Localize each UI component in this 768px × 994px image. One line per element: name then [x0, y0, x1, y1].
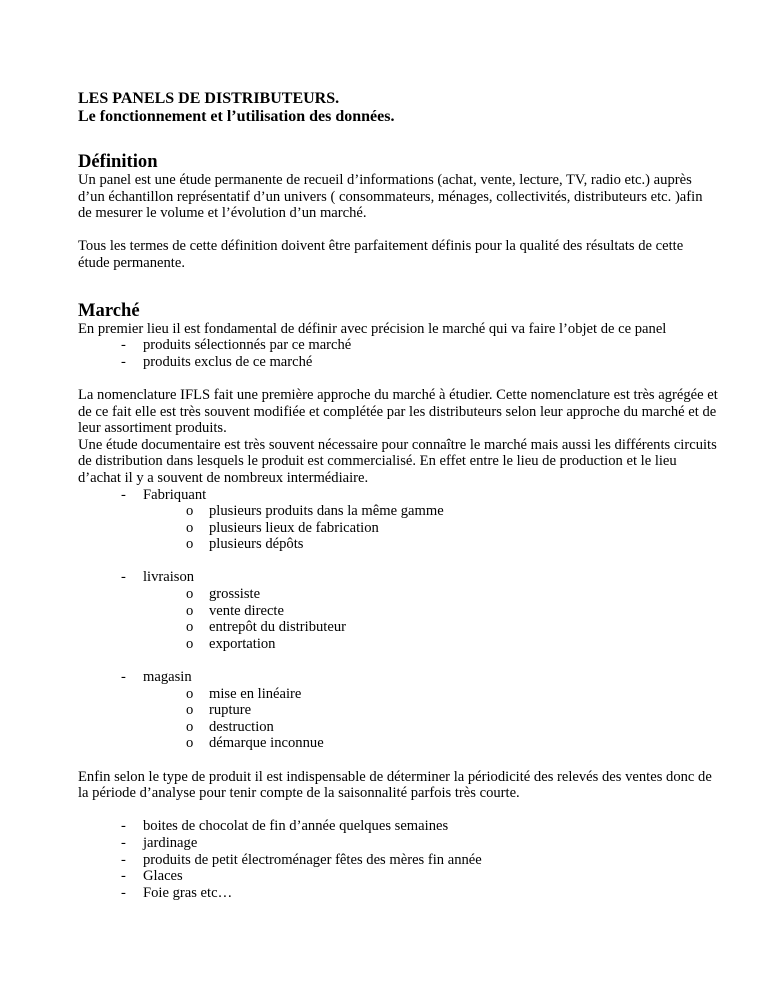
circle-marker: o — [186, 702, 194, 719]
list-item — [78, 852, 718, 869]
circle-marker: o — [186, 602, 194, 619]
group-label-magasin: magasin — [143, 669, 192, 686]
list-item-text: plusieurs lieux de fabrication — [209, 519, 379, 536]
list-item — [78, 719, 718, 736]
list-item-text: exportation — [209, 635, 276, 652]
list-item — [78, 569, 718, 586]
circle-marker: o — [186, 718, 194, 735]
dash-marker: - — [121, 834, 126, 851]
section-heading-marche: Marché — [78, 299, 140, 321]
group-label-fabriquant: Fabriquant — [143, 486, 207, 503]
list-item — [78, 337, 718, 354]
dash-marker: - — [121, 353, 126, 370]
list-item-text: destruction — [209, 718, 274, 735]
dash-marker: - — [121, 669, 126, 686]
definition-paragraph: Un panel est une étude permanente de recueil d’informations (achat, vente, lecture, TV, radio etc.) auprès d’un échantillon représentatif d’un univers ( consommateurs, ménages, collectivités, distributeurs etc. )afin de mesurer le volume et l’évolution d’un marché. — [78, 172, 703, 222]
circle-marker: o — [186, 503, 194, 520]
sublist-fabriquant — [78, 503, 718, 553]
list-item — [78, 354, 718, 371]
group-label-livraison: livraison — [143, 569, 195, 586]
list-item — [78, 686, 718, 703]
circle-marker: o — [186, 586, 194, 603]
list-item-text: plusieurs produits dans la même gamme — [209, 503, 444, 520]
dash-marker: - — [121, 851, 126, 868]
list-item-text: jardinage — [143, 834, 198, 851]
scope-list — [78, 337, 718, 370]
marche-intro: En premier lieu il est fondamental de définir avec précision le marché qui va faire l’objet de ce panel — [78, 320, 667, 337]
list-item-text: boites de chocolat de fin d’année quelques semaines — [143, 818, 449, 835]
list-item — [78, 702, 718, 719]
list-item-text: produits exclus de ce marché — [143, 353, 313, 370]
list-item — [78, 818, 718, 835]
etude-paragraph: Une étude documentaire est très souvent nécessaire pour connaître le marché mais aussi les différents circuits de distribution dans lesquels le produit est commercialisé. En effet entre le lieu de production et le lieu d’achat il y a souvent de nombreux intermédiaire. — [78, 436, 717, 486]
periodicite-paragraph: Enfin selon le type de produit il est indispensable de déterminer la périodicité des relevés des ventes donc de la période d’analyse pour tenir compte de la saisonnalité parfois très courte. — [78, 768, 712, 802]
channel-list — [78, 569, 718, 586]
sublist-livraison — [78, 586, 718, 652]
circle-marker: o — [186, 685, 194, 702]
circle-marker: o — [186, 635, 194, 652]
list-item-text: plusieurs dépôts — [209, 536, 304, 553]
list-item-text: rupture — [209, 702, 252, 719]
section-heading-definition: Définition — [78, 151, 158, 172]
nomenclature-paragraph: La nomenclature IFLS fait une première approche du marché à étudier. Cette nomenclature est très agrégée et de ce fait elle est très souvent modifiée et complétée par les distributeurs selon leur approche du marché et de leur assortiment produits. — [78, 386, 718, 437]
list-item-text: produits de petit électroménager fêtes des mères fin année — [143, 851, 482, 868]
sublist-magasin — [78, 686, 718, 752]
seasonal-list — [78, 818, 718, 901]
list-item-text: entrepôt du distributeur — [209, 619, 346, 636]
document-title-line1: LES PANELS DE DISTRIBUTEURS. — [78, 90, 340, 107]
list-item — [78, 536, 718, 553]
definition-note: Tous les termes de cette définition doivent être parfaitement définis pour la qualité des résultats de cette étude permanente. — [78, 238, 684, 271]
channel-list — [78, 669, 718, 686]
dash-marker: - — [121, 569, 126, 586]
circle-marker: o — [186, 619, 194, 636]
list-item-text: Foie gras etc… — [143, 884, 233, 901]
list-item-text: démarque inconnue — [209, 735, 324, 752]
dash-marker: - — [121, 884, 126, 901]
list-item — [78, 885, 718, 902]
list-item — [78, 619, 718, 636]
list-item — [78, 520, 718, 537]
list-item — [78, 487, 718, 504]
list-item-text: mise en linéaire — [209, 685, 302, 702]
list-item-text: produits sélectionnés par ce marché — [143, 337, 352, 354]
document-body — [78, 90, 718, 901]
list-item-text: Glaces — [143, 868, 183, 885]
list-item — [78, 603, 718, 620]
list-item — [78, 503, 718, 520]
list-item — [78, 735, 718, 752]
list-item — [78, 868, 718, 885]
list-item-text: vente directe — [209, 602, 284, 619]
list-item — [78, 636, 718, 653]
circle-marker: o — [186, 519, 194, 536]
channel-list — [78, 487, 718, 504]
dash-marker: - — [121, 868, 126, 885]
list-item — [78, 669, 718, 686]
dash-marker: - — [121, 337, 126, 354]
circle-marker: o — [186, 735, 194, 752]
list-item — [78, 586, 718, 603]
list-item-text: grossiste — [209, 586, 261, 603]
dash-marker: - — [121, 486, 126, 503]
circle-marker: o — [186, 536, 194, 553]
list-item — [78, 835, 718, 852]
document-title-line2: Le fonctionnement et l’utilisation des données. — [78, 107, 395, 125]
dash-marker: - — [121, 818, 126, 835]
